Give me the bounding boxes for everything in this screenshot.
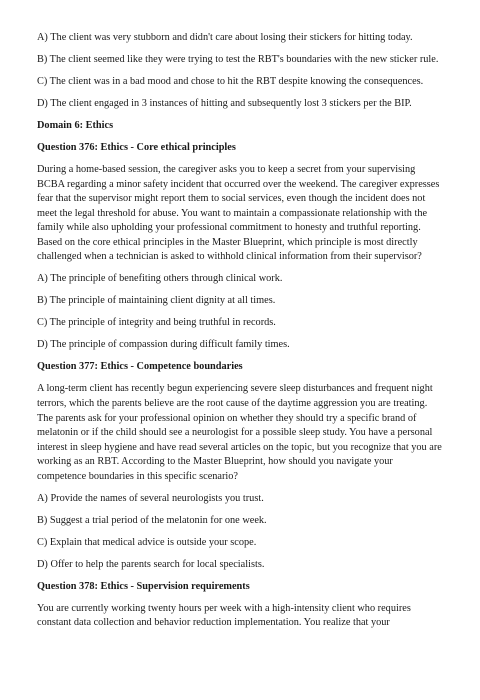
q377-option-d: D) Offer to help the parents search for local specialists. [37, 558, 265, 570]
q376-option-d: D) The principle of compassion during difficult family times. [37, 339, 290, 351]
q377-option-c: C) Explain that medical advice is outside your scope. [37, 536, 257, 548]
q376-option-c: C) The principle of integrity and being truthful in records. [37, 317, 276, 329]
prev-option-d: D) The client engaged in 3 instances of hitting and subsequently lost 3 stickers per the BIP. [37, 97, 412, 109]
prev-option-a: A) The client was very stubborn and didn't care about losing their stickers for hitting today. [37, 32, 413, 43]
q376-option-b: B) The principle of maintaining client dignity at all times. [37, 295, 276, 307]
q376-option-a: A) The principle of benefiting others through clinical work. [37, 273, 283, 285]
prev-option-b: B) The client seemed like they were trying to test the RBT's boundaries with the new sticker rule. [37, 53, 439, 65]
q376-title: Question 376: Ethics - Core ethical principles [37, 141, 236, 153]
q377-stem: A long-term client has recently begun experiencing severe sleep disturbances and frequent night terrors, which the parents believe are the root cause of the daytime aggression you are treating. The parents ask for your professional opinion on whether they should try a specific brand of melatonin or if the child should see a neurologist for a possible sleep study. You have a personal interest in sleep hygiene and have read several articles on the topic, but you recognize that you are working as an RBT. According to the Master Blueprint, how should you navigate your competence boundaries in this specific scenario? [37, 383, 442, 482]
prev-option-c: C) The client was in a bad mood and chose to hit the RBT despite knowing the consequences. [37, 75, 424, 87]
domain-heading: Domain 6: Ethics [37, 119, 114, 131]
q377-option-a: A) Provide the names of several neurologists you trust. [37, 492, 264, 504]
q378-stem: You are currently working twenty hours per week with a high-intensity client who requires constant data collection and behavior reduction implementation. You realize that your [37, 602, 411, 629]
q377-option-b: B) Suggest a trial period of the melatonin for one week. [37, 514, 267, 526]
q376-stem: During a home-based session, the caregiver asks you to keep a secret from your supervising BCBA regarding a minor safety incident that occurred over the weekend. The caregiver expresses fear that the supervisor might report them to social services, even though the incident does not meet the legal threshold for abuse. You want to maintain a compassionate relationship with the family while also upholding your professional commitment to honesty and truthful reporting. Based on the core ethical principles in the Master Blueprint, which principle is most directly challenged when a technician is asked to withhold clinical information from their supervisor? [37, 163, 440, 263]
q377-title: Question 377: Ethics - Competence boundaries [37, 361, 243, 373]
q378-title: Question 378: Ethics - Supervision requirements [37, 580, 250, 592]
